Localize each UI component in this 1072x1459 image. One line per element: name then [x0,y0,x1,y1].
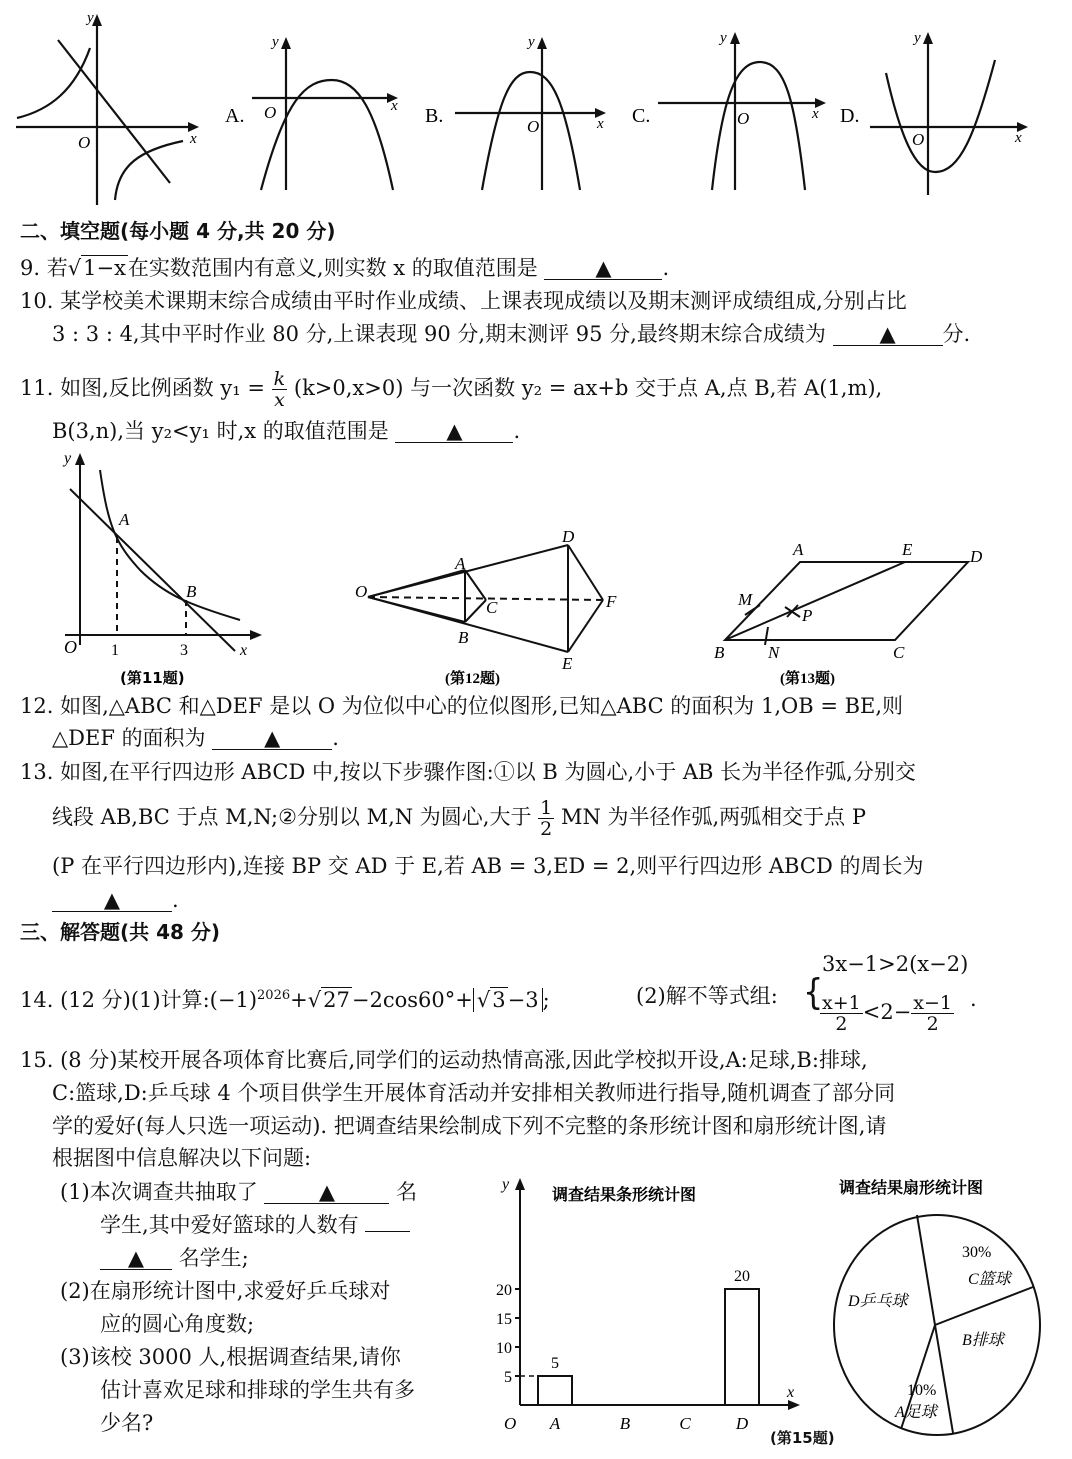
svg-text:y: y [272,34,279,50]
pie-percent-c: 30% [962,1244,992,1261]
svg-text:y: y [914,30,921,46]
fig11-caption: (第11题) [120,669,185,687]
q15-part1-c: ▲ 名学生; [100,1244,249,1272]
bar-title: 调查结果条形统计图 [552,1187,697,1204]
svg-text:y: y [720,30,727,46]
q15-part2-a: (2)在扇形统计图中,求爱好乒乓球对 [60,1279,391,1303]
svg-text:E: E [562,654,573,673]
question-13-line3: (P 在平行四边形内),连接 BP 交 AD 于 E,若 AB = 3,ED = 2,则平行四边形 ABCD 的周长为 [52,854,924,878]
section3-heading: 三、解答题(共 48 分) [20,920,221,944]
q15-part3-c: 少名? [100,1411,154,1435]
answer-blank-q11[interactable]: ▲ [395,420,513,443]
bar-y-label: y [502,1176,510,1193]
svg-text:y: y [64,450,72,467]
question-10-line2: 3 : 3 : 4,其中平时作业 80 分,上课表现 90 分,期末测评 95 分,最终期末综合成绩为 ▲ 分. [52,322,971,346]
svg-text:N: N [768,643,780,662]
pie-percent-a: 10% [907,1382,937,1399]
svg-text:D: D [562,527,575,546]
figures-11-13 [0,445,1072,690]
svg-text:B: B [458,628,469,647]
section2-heading: 二、填空题(每小题 4 分,共 20 分) [20,219,336,243]
y-tick-label: 5 [504,1369,512,1386]
inequality-1: 3x−1>2(x−2) [822,952,969,976]
svg-text:y: y [528,34,535,50]
svg-text:E: E [902,540,913,559]
svg-text:D: D [970,547,983,566]
option-b-label: B. [425,105,444,127]
answer-blank-q15-2[interactable]: ▲ [100,1247,172,1270]
svg-text:F: F [606,592,617,611]
q15-part3-a: (3)该校 3000 人,根据调查结果,请你 [60,1345,401,1369]
pie-title: 调查结果扇形统计图 [839,1180,984,1197]
x-tick-label-D: D [735,1414,749,1430]
svg-text:B: B [186,582,197,601]
svg-text:O: O [264,103,277,122]
y-tick-label: 20 [496,1282,512,1299]
question-11-line2: B(3,n),当 y₂<y₁ 时,x 的取值范围是 ▲ . [52,419,521,443]
q15-part1-a: (1)本次调查共抽取了 ▲ 名 [60,1180,418,1204]
option-a-label: A. [225,105,245,127]
question-15-line3: 学的爱好(每人只选一项运动). 把调查结果绘制成下列不完整的条形统计图和扇形统计图,请 [52,1114,887,1138]
question-15-line1: 15. (8 分)某校开展各项体育比赛后,同学们的运动热情高涨,因此学校拟开设,A:足球,B:排球, [20,1048,868,1072]
fig12-caption: (第12题) [445,671,500,687]
bar-x-label: x [787,1384,795,1401]
svg-text:x: x [240,642,248,659]
pie-label-a: A足球 [895,1404,937,1421]
svg-text:x: x [812,106,819,122]
fig13-caption: (第13题) [780,671,835,687]
svg-text:O: O [355,582,368,601]
answer-blank-q13[interactable]: ▲ [52,889,172,912]
svg-text:B: B [714,643,725,662]
answer-blank-q10[interactable]: ▲ [833,323,943,346]
bar-value-label-D: 20 [734,1268,750,1285]
question-11-line1: 11. 如图,反比例函数 y₁ = $\frac{k}{x}$ (k>0,x>0) 与一次函数 y₂ = ax+b 交于点 A,点 B,若 A(1,m), [20,368,883,411]
pie-chart [825,1175,1065,1440]
question-9: 9. 若√1−x在实数范围内有意义,则实数 x 的取值范围是 ▲ . [20,256,670,280]
svg-text:C: C [486,598,498,617]
fig15-caption: (第15题) [770,1429,835,1447]
top-graphs [0,0,1072,210]
svg-text:O: O [912,130,925,149]
x-tick-label-B: B [619,1414,631,1430]
answer-blank-q12[interactable]: ▲ [212,727,332,750]
svg-text:1: 1 [111,642,119,659]
graph-x-label: x [190,131,197,147]
pie-label-b: B排球 [962,1332,1004,1349]
svg-text:A: A [119,510,130,529]
svg-text:x: x [597,116,604,132]
question-10-line1: 10. 某学校美术课期末综合成绩由平时作业成绩、上课表现成绩以及期末测评成绩组成,分别占比 [20,289,907,313]
q15-part1-b: 学生,其中爱好篮球的人数有 [100,1211,410,1239]
svg-text:O: O [64,637,77,657]
bar-chart [490,1175,810,1430]
svg-text:A: A [793,540,804,559]
question-14-part1: 14. (12 分)(1)计算$:(-1)^{2026}+√27-2\cos 60^\circ+ √3-3$ ; [20,988,550,1012]
pie-label-d: D乒乓球 [848,1293,908,1310]
q15-part3-b: 估计喜欢足球和排球的学生共有多 [100,1378,415,1402]
graph-y-label: y [87,10,94,26]
question-14-part2: (2)解不等式组: [636,984,778,1008]
bar-D [725,1289,759,1405]
svg-text:x: x [1015,130,1022,146]
graph-origin: O [78,133,91,152]
bar-value-label-A: 5 [551,1355,559,1372]
option-d-label: D. [840,105,860,127]
question-13-line2: 线段 AB,BC 于点 M,N;②分别以 M,N 为圆心,大于 $\frac{1}{2}$ MN 为半径作弧,两弧相交于点 P [52,797,866,840]
question-15-line2: C:篮球,D:乒乓球 4 个项目供学生开展体育活动并安排相关教师进行指导,随机调查了部分同 [52,1081,896,1105]
svg-text:x: x [391,98,398,114]
question-13-line4: ▲ . [52,886,179,914]
svg-text:C: C [893,643,905,662]
bar-origin: O [504,1414,517,1430]
answer-blank-q15-1[interactable]: ▲ [264,1181,389,1204]
question-12-line2: △DEF 的面积为 ▲ . [52,726,339,750]
brace: { [803,971,824,1013]
q15-part2-b: 应的圆心角度数; [100,1312,255,1336]
y-tick-label: 15 [496,1311,512,1328]
x-tick-label-C: C [679,1414,691,1430]
y-tick-label: 10 [496,1340,512,1357]
inequality-2: $\frac{x+1}{2}$ <2− $\frac{x-1}{2}$ [822,992,953,1035]
bar-A [538,1376,572,1405]
svg-text:O: O [527,117,540,136]
answer-blank-q9[interactable]: ▲ [544,257,662,280]
x-tick-label-A: A [549,1414,561,1430]
svg-text:A: A [455,554,466,573]
svg-text:P: P [802,606,813,625]
pie-label-c: C篮球 [968,1271,1011,1288]
question-12-line1: 12. 如图,△ABC 和△DEF 是以 O 为位似中心的位似图形,已知△ABC 的面积为 1,OB = BE,则 [20,694,904,718]
question-15-line4: 根据图中信息解决以下问题: [52,1146,312,1170]
option-c-label: C. [632,105,651,127]
question-13-line1: 13. 如图,在平行四边形 ABCD 中,按以下步骤作图:①以 B 为圆心,小于 AB 长为半径作弧,分别交 [20,760,916,784]
svg-text:3: 3 [180,642,188,659]
svg-text:O: O [737,109,750,128]
svg-text:M: M [738,590,753,609]
